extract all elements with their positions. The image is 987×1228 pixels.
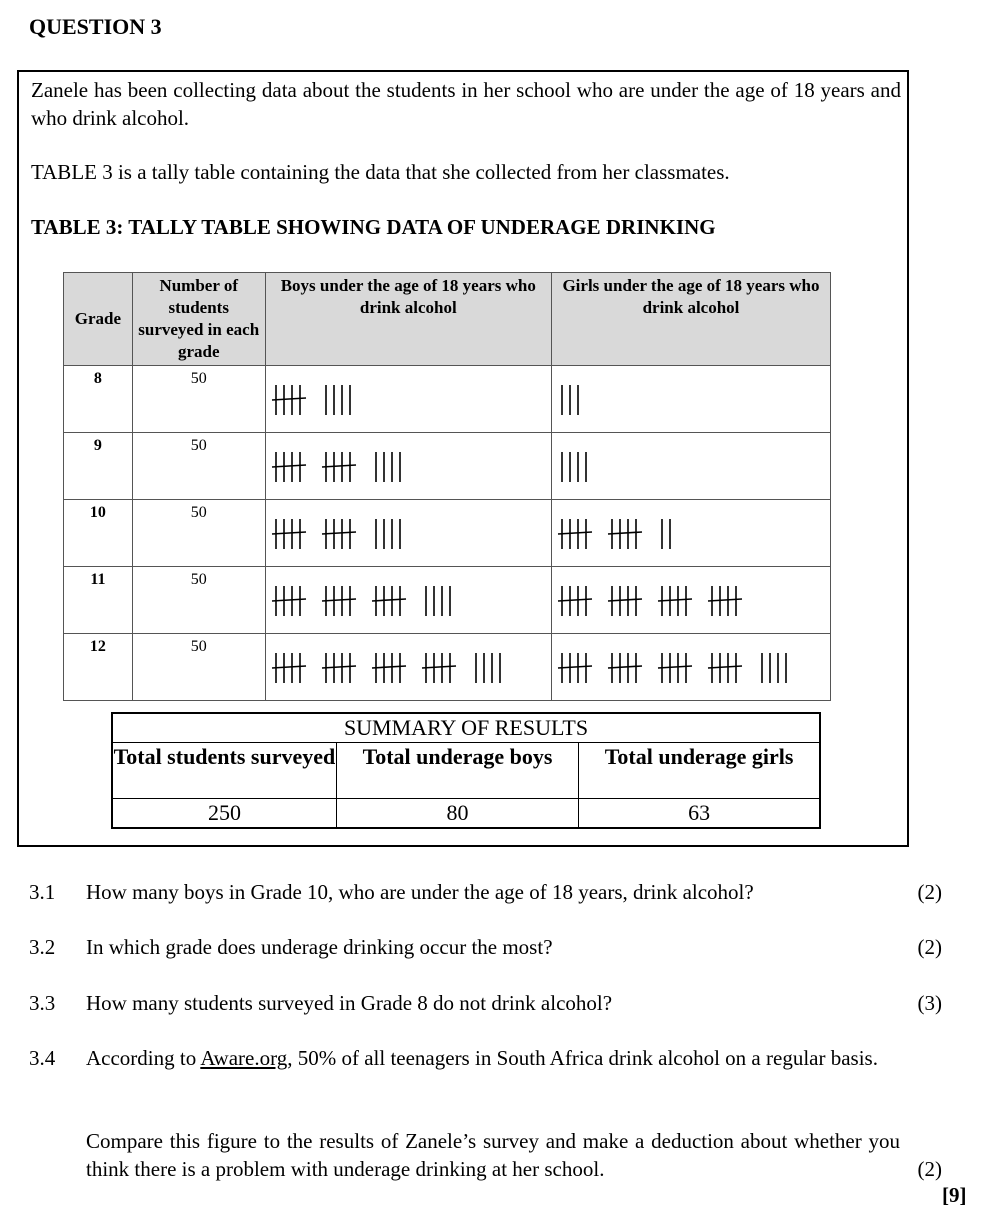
summary-title: SUMMARY OF RESULTS (112, 713, 820, 743)
tally-strike (272, 599, 306, 601)
table-row (64, 567, 831, 634)
girls-tally-marks (556, 580, 826, 620)
boys-tally-marks (270, 379, 540, 419)
question-heading: QUESTION 3 (29, 14, 162, 39)
tally-strike (658, 666, 692, 668)
summary-header-total: Total students surveyed (112, 743, 336, 799)
question-marks: (2) (917, 1157, 942, 1181)
girls-tally-marks (556, 446, 826, 486)
summary-boys-value: 80 (336, 799, 578, 829)
tally-strike (272, 532, 306, 534)
tally-strike (608, 532, 642, 534)
table-row (64, 366, 831, 433)
question-marks: (2) (917, 935, 942, 959)
grade-cell: 9 (64, 433, 133, 500)
question-marks: (3) (917, 991, 942, 1015)
surveyed-cell: 50 (132, 433, 265, 500)
header-grade: Grade (64, 273, 133, 366)
girls-tally-cell (551, 366, 830, 433)
table-row (64, 634, 831, 701)
header-surveyed: Number of students surveyed in each grade (132, 273, 265, 366)
tally-strike (558, 666, 592, 668)
surveyed-cell: 50 (132, 634, 265, 701)
intro-line-2: TABLE 3 is a tally table containing the data that she collected from her classmates. (31, 160, 730, 184)
total-marks: [9] (942, 1183, 967, 1207)
question-text: Compare this figure to the results of Zanele’s survey and make a deduction about whether you think there is a problem with underage drinking at her school. (86, 1129, 900, 1181)
summary-header-boys: Total underage boys (336, 743, 578, 799)
tally-strike (272, 398, 306, 400)
question-number: 3.1 (29, 880, 56, 904)
tally-strike (322, 666, 356, 668)
tally-strike (322, 532, 356, 534)
tally-strike (658, 599, 692, 601)
tally-strike (272, 666, 306, 668)
tally-strike (322, 599, 356, 601)
tally-strike (322, 465, 356, 467)
table-row (64, 433, 831, 500)
boys-tally-marks (270, 446, 540, 486)
girls-tally-marks (556, 647, 826, 687)
tally-strike (608, 599, 642, 601)
question-text: In which grade does underage drinking occur the most? (86, 935, 553, 959)
header-boys: Boys under the age of 18 years who drink alcohol (265, 273, 551, 366)
summary-total-value: 250 (112, 799, 336, 829)
tally-table (63, 272, 831, 701)
tally-strike (372, 666, 406, 668)
header-girls: Girls under the age of 18 years who drink alcohol (551, 273, 830, 366)
summary-header-girls: Total underage girls (579, 743, 820, 799)
aware-org-link[interactable]: Aware.org (200, 1046, 288, 1070)
question-text: How many boys in Grade 10, who are under the age of 18 years, drink alcohol? (86, 880, 754, 904)
boys-tally-cell (265, 433, 551, 500)
tally-strike (608, 666, 642, 668)
tally-strike (558, 599, 592, 601)
boys-tally-marks (270, 647, 540, 687)
boys-tally-marks (270, 513, 540, 553)
boys-tally-cell (265, 366, 551, 433)
girls-tally-marks (556, 513, 826, 553)
grade-cell: 8 (64, 366, 133, 433)
question-text (86, 1044, 900, 1072)
girls-tally-cell (551, 500, 830, 567)
surveyed-cell: 50 (132, 366, 265, 433)
question-marks: (2) (917, 880, 942, 904)
boys-tally-cell (265, 634, 551, 701)
question-number: 3.4 (29, 1046, 56, 1070)
girls-tally-cell (551, 634, 830, 701)
tally-strike (708, 666, 742, 668)
summary-girls-value: 63 (579, 799, 820, 829)
girls-tally-cell (551, 567, 830, 634)
tally-strike (372, 599, 406, 601)
grade-cell: 11 (64, 567, 133, 634)
question-text-pre: According to (86, 1046, 201, 1070)
question-box (17, 70, 909, 847)
surveyed-cell: 50 (132, 567, 265, 634)
summary-table (111, 712, 821, 829)
intro-paragraph: Zanele has been collecting data about the students in her school who are under the age of 18 years and who drink alcohol. (31, 78, 901, 130)
table-row (64, 500, 831, 567)
question-number: 3.3 (29, 991, 56, 1015)
grade-cell: 10 (64, 500, 133, 567)
question-text-post: , 50% of all teenagers in South Africa drink alcohol on a regular basis. (287, 1046, 878, 1070)
boys-tally-cell (265, 500, 551, 567)
girls-tally-marks (556, 379, 826, 419)
tally-strike (558, 532, 592, 534)
table-title: TABLE 3: TALLY TABLE SHOWING DATA OF UNDERAGE DRINKING (31, 215, 716, 239)
surveyed-cell: 50 (132, 500, 265, 567)
question-text: How many students surveyed in Grade 8 do not drink alcohol? (86, 991, 613, 1015)
tally-strike (422, 666, 456, 668)
tally-strike (708, 599, 742, 601)
question-number: 3.2 (29, 935, 56, 959)
boys-tally-marks (270, 580, 540, 620)
tally-strike (272, 465, 306, 467)
girls-tally-cell (551, 433, 830, 500)
grade-cell: 12 (64, 634, 133, 701)
boys-tally-cell (265, 567, 551, 634)
